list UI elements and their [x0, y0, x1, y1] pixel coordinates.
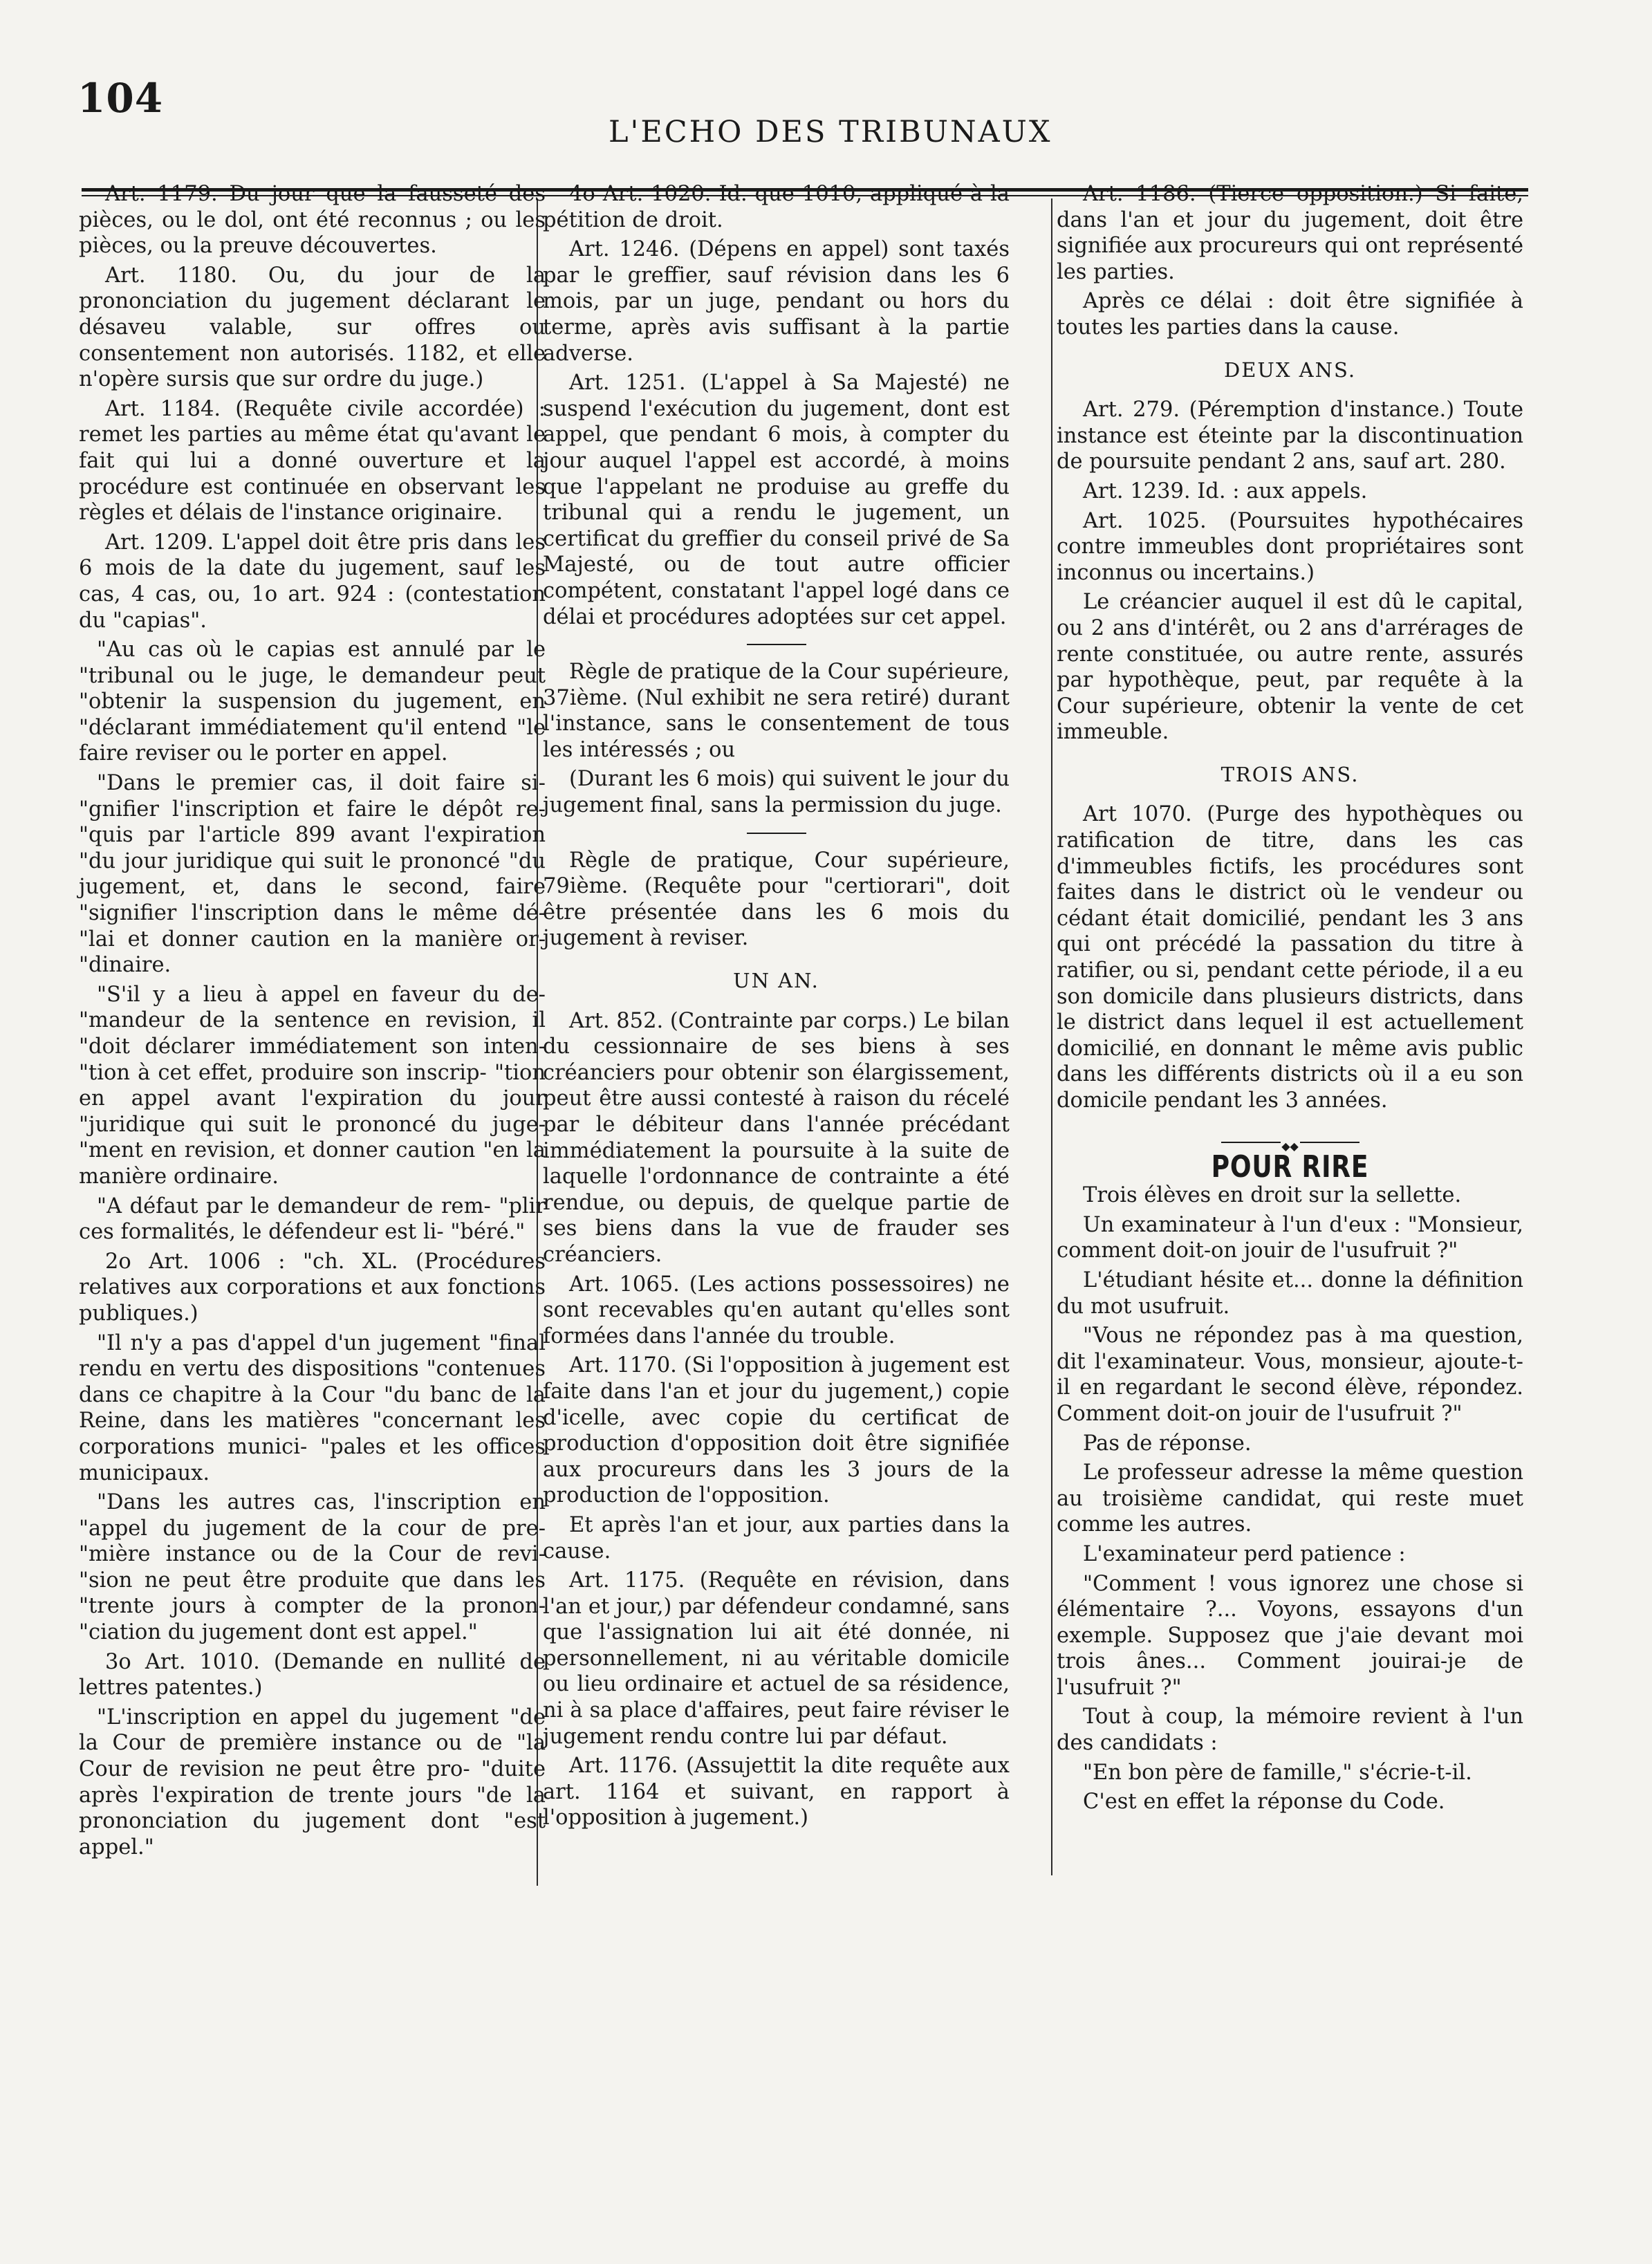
paragraph: Règle de pratique de la Cour supérieure, 37ième. (Nul exhibit ne sera retiré) durant l'instance, sans le consentement de tous les intéressés ; ou: [543, 660, 1010, 762]
paragraph: Et après l'an et jour, aux parties dans la cause.: [543, 1512, 1010, 1564]
paragraph: Art. 1239. Id. : aux appels.: [1083, 479, 1368, 503]
paragraph: 2o Art. 1006 : "ch. XL. (Procédures relatives aux corporations et aux fonctions publiques.): [79, 1249, 546, 1326]
paragraph: Art. 1065. (Les actions possessoires) ne sont recevables qu'en autant qu'elles sont formées dans l'année du trouble.: [543, 1272, 1010, 1348]
paragraph: Art. 1246. (Dépens en appel) sont taxés par le greffier, sauf révision dans les 6 mois, par un juge, pendant ou hors du terme, après avis suffisant à la partie adverse.: [543, 237, 1010, 366]
paragraph: Pas de réponse.: [1083, 1431, 1252, 1456]
column-1: [79, 181, 546, 1864]
paragraph: L'examinateur perd patience :: [1083, 1541, 1406, 1566]
paragraph: Art. 1184. (Requête civile accordée) : remet les parties au même état qu'avant le fait qui lui a donné ouverture et la procédure est continuée en observant les règles et délais de l'instance originaire.: [79, 396, 546, 526]
paragraph: "L'inscription en appel du jugement "de la Cour de première instance ou de "la Cour de revision ne peut être pro- "duite après l'expiration de trente jours "de la prononciation du jugement dont "est appel.": [79, 1705, 546, 1859]
paragraph: Après ce délai : doit être signifiée à toutes les parties dans la cause.: [1057, 289, 1523, 340]
paragraph: 4o Art. 1020. Id. que 1010, appliqué à la pétition de droit.: [543, 182, 1010, 232]
section-heading: UN AN.: [733, 969, 819, 993]
paragraph: C'est en effet la réponse du Code.: [1083, 1790, 1445, 1815]
paragraph: Trois élèves en droit sur la sellette.: [1083, 1183, 1462, 1208]
paragraph: Art. 1170. (Si l'opposition à jugement est faite dans l'an et jour du jugement,) copie d'icelle, avec copie du certificat de production d'opposition doit être signifiée aux procureurs dans les 3 jours de la production de l'opposition.: [543, 1353, 1010, 1508]
paragraph: Art. 1251. (L'appel à Sa Majesté) ne suspend l'exécution du jugement, dont est appel, que pendant 6 mois, à compter du jour auquel l'appel est accordé, à moins que l'appelant ne produise au greffe du tribunal qui a rendu le jugement, un certificat du greffier du conseil privé de Sa Majesté, ou de tout autre officier compétent, constatant l'appel logé dans ce délai et procédures adoptées sur cet appel.: [543, 371, 1010, 629]
paragraph: Art. 1025. (Poursuites hypothécaires contre immeubles dont propriétaires sont inconnus ou incertains.): [1057, 508, 1523, 585]
paragraph: "S'il y a lieu à appel en faveur du de- "mandeur de la sentence en revision, il "doit déclarer immédiatement son inten- "tion à cet effet, produire son inscrip- "tion en appel avant l'expiration du jour "juridique qui suit le prononcé du juge- "ment en revision, et donner caution "en la manière ordinaire.: [79, 982, 546, 1189]
paragraph: Art. 1176. (Assujettit la dite requête aux art. 1164 et suivant, en rapport à l'opposition à jugement.): [543, 1754, 1010, 1830]
section-heading: TROIS ANS.: [1221, 762, 1359, 786]
paragraph: "Dans le premier cas, il doit faire si- "gnifier l'inscription et faire le dépôt re- "quis par l'article 899 avant l'expiration "du jour juridique qui suit le prononcé "du jugement, et, dans le second, faire "signifier l'inscription dans le même dé- "lai et donner caution en la manière or- "dinaire.: [79, 771, 546, 978]
section-heading: DEUX ANS.: [1223, 358, 1357, 382]
paragraph: Art. 1179. Du jour que la fausseté des pièces, ou le dol, ont été reconnus ; ou les pièces, ou la preuve découvertes.: [79, 182, 546, 259]
paragraph: Tout à coup, la mémoire revient à l'un des candidats :: [1057, 1705, 1523, 1756]
section-separator: [747, 833, 806, 834]
page-number: 104: [77, 75, 164, 122]
column-2: [543, 181, 1010, 1835]
paragraph: Art. 1180. Ou, du jour de la prononciation du jugement déclarant le désaveu valable, sur offres ou consentement non autorisés. 1182, et elle n'opère sursis que sur ordre du juge.): [79, 263, 546, 392]
masthead-title: L'ECHO DES TRIBUNAUX: [609, 115, 1052, 149]
paragraph: "En bon père de famille," s'écrie-t-il.: [1083, 1760, 1472, 1785]
section-title: POUR RIRE: [1211, 1149, 1369, 1185]
paragraph: "Dans les autres cas, l'inscription en "appel du jugement de la cour de pre- "mière instance ou de la Cour de revi- "sion ne peut être produite que dans les "trente jours à compter de la pronon- "ciation du jugement dont est appel.": [79, 1490, 546, 1645]
paragraph: "Au cas où le capias est annulé par le "tribunal ou le juge, le demandeur peut "obtenir la suspension du jugement, en "déclarant immédiatement qu'il entend "le faire reviser ou le porter en appel.: [79, 638, 546, 766]
paragraph: Art 1070. (Purge des hypothèques ou ratification de titre, dans les cas d'immeubles fictifs, les procédures sont faites dans le district où le vendeur ou cédant était domicilié, pendant les 3 ans qui ont précédé la passation du titre à ratifier, ou si, pendant cette période, il a eu son domicile dans plusieurs districts, dans le district dans lequel il est actuellement domicilié, en donnant le même avis public dans les différents districts où il a eu son domicile pendant les 3 années.: [1057, 802, 1523, 1113]
paragraph: Un examinateur à l'un d'eux : "Monsieur, comment doit-on jouir de l'usufruit ?": [1057, 1212, 1523, 1263]
paragraph: "A défaut par le demandeur de rem- "plir ces formalités, le défendeur est li- "béré.": [79, 1194, 546, 1245]
paragraph: Art. 852. (Contrainte par corps.) Le bilan du cessionnaire de ses biens à ses créanciers pour obtenir son élargissement, peut être aussi contesté à raison du récelé par le débiteur dans l'année précédant immédiatement la poursuite à la suite de laquelle l'ordonnance de contrainte a été rendue, ou depuis, de quelque partie de ses biens dans la vue de frauder ses créanciers.: [543, 1008, 1010, 1267]
paragraph: Art. 1175. (Requête en révision, dans l'an et jour,) par défendeur condamné, sans que l'assignation lui ait été donnée, ni personnellement, ni au véritable domicile ou lieu ordinaire et actuel de sa résidence, ni à sa place d'affaires, peut faire réviser le jugement rendu contre lui par défaut.: [543, 1568, 1010, 1749]
paragraph: Le créancier auquel il est dû le capital, ou 2 ans d'intérêt, ou 2 ans d'arrérages de rente constituée, ou autre rente, assurés par hypothèque, peut, par requête à la Cour supérieure, obtenir la vente de cet immeuble.: [1057, 590, 1523, 745]
paragraph: L'étudiant hésite et... donne la définition du mot usufruit.: [1057, 1268, 1523, 1319]
paragraph: "Il n'y a pas d'appel d'un jugement "final rendu en vertu des dispositions "contenues dans ce chapitre à la Cour "du banc de la Reine, dans les matières "concernant les corporations munici- "pales et les offices municipaux.: [79, 1330, 546, 1485]
column-3: [1057, 181, 1523, 1819]
paragraph: 3o Art. 1010. (Demande en nullité de lettres patentes.): [79, 1649, 546, 1700]
ornament-divider: ◆◆: [1221, 1138, 1359, 1147]
paragraph: Règle de pratique, Cour supérieure, 79ième. (Requête pour "certiorari", doit être présentée dans les 6 mois du jugement à reviser.: [543, 848, 1010, 951]
column-divider: [1051, 198, 1052, 1875]
paragraph: Art. 1209. L'appel doit être pris dans les 6 mois de la date du jugement, sauf les cas, 4 cas, ou, 1o art. 924 : (contestation du "capias".: [79, 530, 546, 633]
paragraph: Art. 1186. (Tierce opposition.) Si faite, dans l'an et jour du jugement, doit être signifiée aux procureurs qui ont représenté les parties.: [1057, 182, 1523, 284]
paragraph: Le professeur adresse la même question au troisième candidat, qui reste muet comme les autres.: [1057, 1460, 1523, 1537]
paragraph: (Durant les 6 mois) qui suivent le jour du jugement final, sans la permission du juge.: [543, 767, 1010, 818]
paragraph: "Comment ! vous ignorez une chose si élémentaire ?... Voyons, essayons d'un exemple. Supposez que j'aie devant moi trois ânes... Comment jouirai-je de l'usufruit ?": [1057, 1571, 1523, 1700]
section-separator: [747, 644, 806, 645]
paragraph: "Vous ne répondez pas à ma question, dit l'examinateur. Vous, monsieur, ajoute-t-il en regardant le second élève, répondez. Comment doit-on jouir de l'usufruit ?": [1057, 1324, 1523, 1426]
paragraph: Art. 279. (Péremption d'instance.) Toute instance est éteinte par la discontinuation de poursuite pendant 2 ans, sauf art. 280.: [1057, 398, 1523, 474]
